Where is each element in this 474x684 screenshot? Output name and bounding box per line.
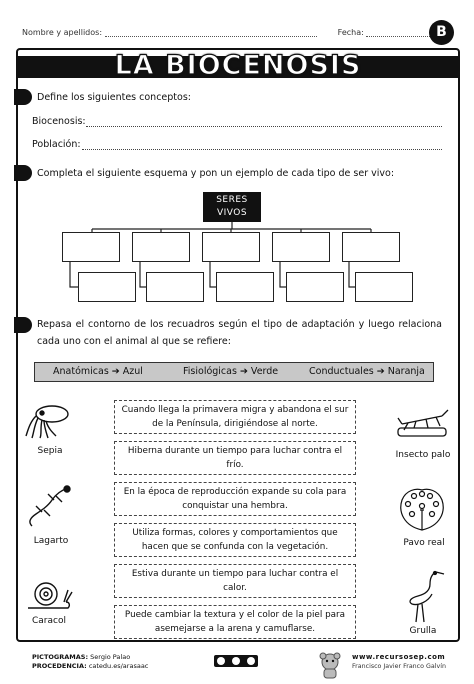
root-line-1: SERES <box>216 195 248 205</box>
author-name: Francisco Javier Franco Galvín <box>352 663 446 670</box>
clue-box[interactable]: Estiva durante un tiempo para luchar contra el calor. <box>114 564 356 598</box>
legend-fisiologicas: Fisiológicas ➔ Verde <box>183 366 279 377</box>
animal-label-caracol: Caracol <box>32 616 66 626</box>
pictogramas-value: Sergio Palao <box>90 653 131 661</box>
bullet-icon <box>14 317 32 333</box>
root-line-2: VIVOS <box>216 208 248 218</box>
color-legend <box>34 362 434 382</box>
crane-icon <box>400 568 446 624</box>
snail-icon <box>22 578 74 614</box>
site-credit <box>352 653 446 671</box>
example-box[interactable] <box>286 272 344 302</box>
stick-insect-icon <box>394 404 450 444</box>
poblacion-label: Población: <box>32 139 81 150</box>
mascot-icon <box>315 650 345 680</box>
clue-box[interactable]: Cuando llega la primavera migra y abandona el sur de la Península, dirigiéndose al norte. <box>114 400 356 434</box>
date-label: Fecha: <box>337 28 364 37</box>
section3-instruction: Repasa el contorno de los recuadros según el tipo de adaptación y luego relaciona cada uno con el animal al que se refiere: <box>37 319 442 347</box>
section1-instruction: Define los siguientes conceptos: <box>37 92 191 103</box>
animal-label-insecto-palo: Insecto palo <box>395 450 451 460</box>
level-badge: B <box>429 20 454 45</box>
page-title: LA BIOCENOSIS <box>114 50 362 81</box>
procedencia-label: PROCEDENCIA: <box>32 662 87 670</box>
site-link[interactable]: www.recursosep.com <box>352 653 446 661</box>
lizard-icon <box>20 482 76 530</box>
example-box[interactable] <box>216 272 274 302</box>
category-box[interactable] <box>202 232 260 262</box>
animal-label-sepia: Sepia <box>37 446 63 456</box>
biocenosis-label: Biocenosis: <box>32 116 86 127</box>
clue-box[interactable]: En la época de reproducción expande su cola para conquistar una hembra. <box>114 482 356 516</box>
category-box[interactable] <box>62 232 120 262</box>
example-box[interactable] <box>78 272 136 302</box>
category-box[interactable] <box>272 232 330 262</box>
pictogramas-label: PICTOGRAMAS: <box>32 653 89 661</box>
credits <box>32 653 148 671</box>
example-box[interactable] <box>355 272 413 302</box>
procedencia-value: catedu.es/arasaac <box>88 662 149 670</box>
example-box[interactable] <box>146 272 204 302</box>
animal-label-grulla: Grulla <box>409 626 437 636</box>
name-label: Nombre y apellidos: <box>22 28 103 37</box>
clue-box[interactable]: Hiberna durante un tiempo para luchar contra el frío. <box>114 441 356 475</box>
section2-instruction: Completa el siguiente esquema y pon un ejemplo de cada tipo de ser vivo: <box>37 168 395 179</box>
clue-box[interactable]: Utiliza formas, colores y comportamientos que hacen que se confunda con la vegetación. <box>114 523 356 557</box>
animal-label-lagarto: Lagarto <box>33 536 69 546</box>
license-badge-icon <box>214 655 258 667</box>
category-box[interactable] <box>132 232 190 262</box>
seres-vivos-root <box>203 192 261 222</box>
animal-label-pavo-real: Pavo real <box>403 538 445 548</box>
sepia-icon <box>22 400 74 440</box>
clue-box[interactable]: Puede cambiar la textura y el color de la piel para asemejarse a la arena y camuflarse. <box>114 605 356 639</box>
peacock-icon <box>396 486 448 534</box>
legend-anatomicas: Anatómicas ➔ Azul <box>53 366 143 377</box>
category-box[interactable] <box>342 232 400 262</box>
legend-conductuales: Conductuales ➔ Naranja <box>309 366 425 377</box>
